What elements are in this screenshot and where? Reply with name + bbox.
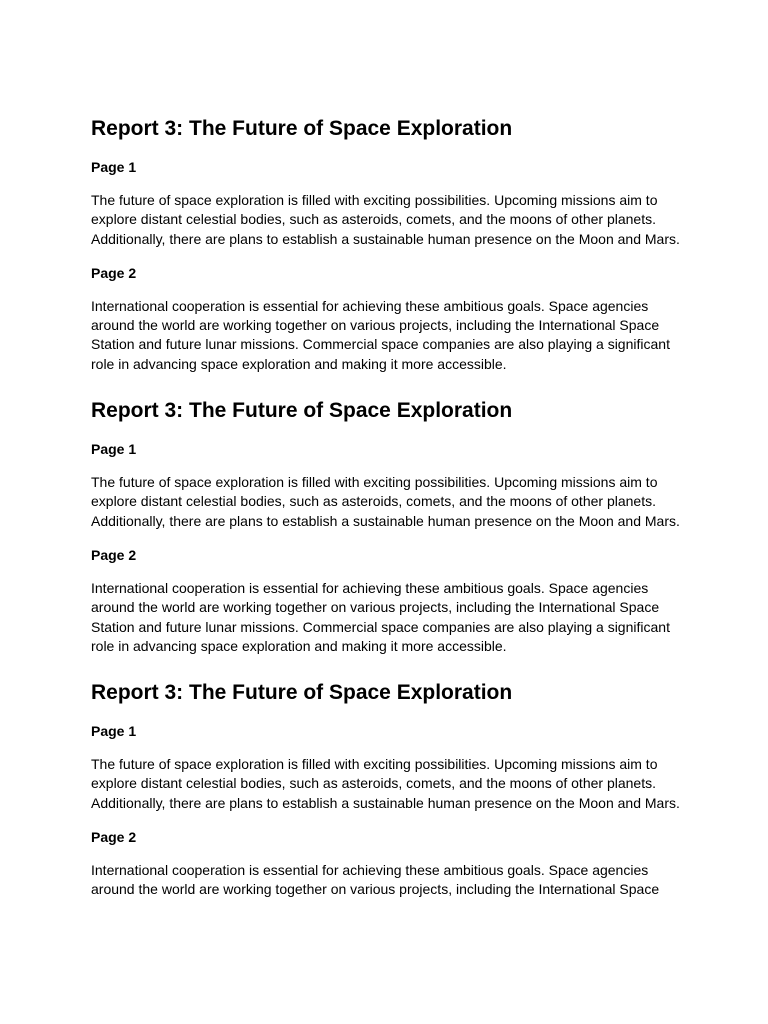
paragraph-line: explore distant celestial bodies, such as asteroids, comets, and the moons of other planets. bbox=[91, 211, 656, 228]
page-heading: Page 2 bbox=[91, 546, 137, 563]
paragraph-line: Station and future lunar missions. Commercial space companies are also playing a significant bbox=[91, 336, 670, 353]
page-heading: Page 1 bbox=[91, 723, 137, 740]
paragraph bbox=[91, 861, 691, 900]
paragraph-line: Additionally, there are plans to establish a sustainable human presence on the Moon and Mars. bbox=[91, 512, 680, 529]
report-block bbox=[91, 116, 691, 374]
paragraph-line: International cooperation is essential for achieving these ambitious goals. Space agencies bbox=[91, 862, 649, 879]
paragraph-line: role in advancing space exploration and making it more accessible. bbox=[91, 637, 507, 654]
paragraph bbox=[91, 473, 691, 531]
report-title: Report 3: The Future of Space Exploration bbox=[91, 117, 513, 140]
paragraph-line: The future of space exploration is filled with exciting possibilities. Upcoming missions aim to bbox=[91, 756, 658, 773]
page-heading: Page 2 bbox=[91, 264, 137, 281]
paragraph-line: International cooperation is essential for achieving these ambitious goals. Space agencies bbox=[91, 297, 649, 314]
report-block bbox=[91, 398, 691, 656]
paragraph-line: Additionally, there are plans to establish a sustainable human presence on the Moon and Mars. bbox=[91, 230, 680, 247]
paragraph-line: around the world are working together on various projects, including the International Space bbox=[91, 599, 660, 616]
paragraph-line: International cooperation is essential for achieving these ambitious goals. Space agencies bbox=[91, 579, 649, 596]
page-heading: Page 2 bbox=[91, 829, 137, 846]
paragraph bbox=[91, 297, 691, 374]
paragraph-line: The future of space exploration is filled with exciting possibilities. Upcoming missions aim to bbox=[91, 192, 658, 208]
paragraph bbox=[91, 191, 691, 249]
paragraph-line: explore distant celestial bodies, such as asteroids, comets, and the moons of other planets. bbox=[91, 493, 656, 510]
report-title: Report 3: The Future of Space Exploration bbox=[91, 681, 513, 705]
paragraph-line: around the world are working together on various projects, including the International Space bbox=[91, 881, 660, 898]
paragraph bbox=[91, 755, 691, 813]
document-content bbox=[91, 116, 691, 915]
paragraph-line: Station and future lunar missions. Commercial space companies are also playing a significant bbox=[91, 618, 670, 635]
report-title: Report 3: The Future of Space Exploration bbox=[91, 399, 513, 423]
paragraph-line: Additionally, there are plans to establish a sustainable human presence on the Moon and Mars. bbox=[91, 794, 680, 811]
paragraph-line: around the world are working together on various projects, including the International Space bbox=[91, 317, 660, 334]
page-heading: Page 1 bbox=[91, 159, 137, 175]
report-block bbox=[91, 680, 691, 899]
paragraph-line: role in advancing space exploration and making it more accessible. bbox=[91, 355, 507, 372]
paragraph-line: explore distant celestial bodies, such as asteroids, comets, and the moons of other planets. bbox=[91, 775, 656, 792]
page-heading: Page 1 bbox=[91, 441, 137, 458]
paragraph-line: The future of space exploration is filled with exciting possibilities. Upcoming missions aim to bbox=[91, 474, 658, 491]
paragraph bbox=[91, 579, 691, 656]
